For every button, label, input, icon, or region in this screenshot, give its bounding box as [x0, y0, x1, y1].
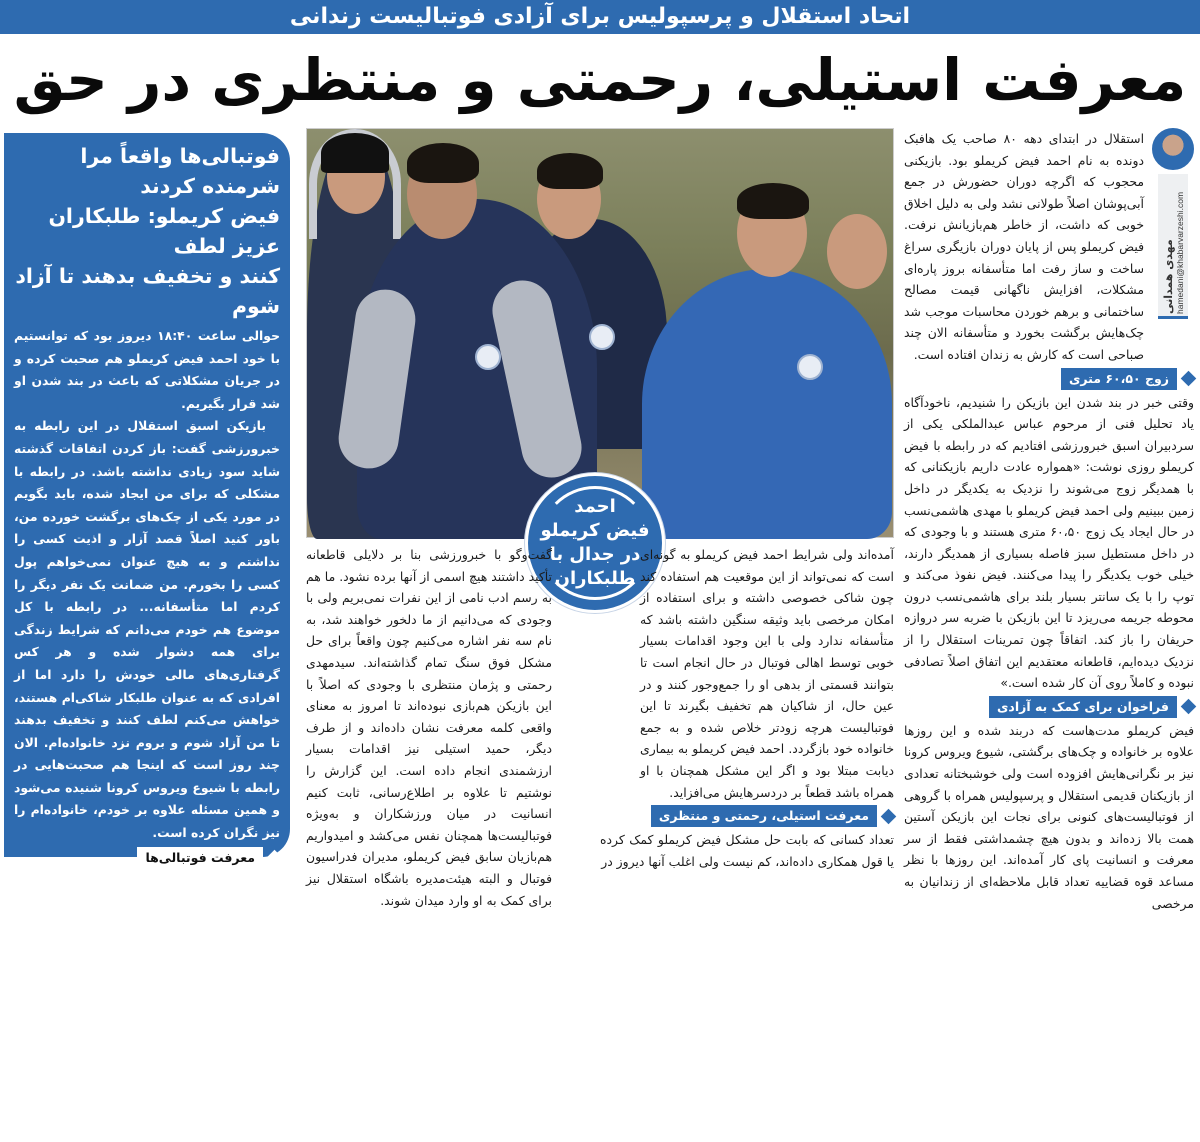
player-hair [537, 153, 603, 189]
subhead-label: معرفت استیلی، رحمتی و منتظری [651, 805, 877, 827]
article-column-1 [904, 128, 1194, 914]
subhead-label: معرفت فوتبالی‌ها [137, 847, 263, 869]
interview-title-line: فوتبالی‌ها واقعاً مرا شرمنده کردند [80, 144, 280, 198]
badge-line: فیض کریملو [540, 520, 650, 541]
interview-title-line: فیض کریملو: طلبکاران عزیز لطف [48, 204, 280, 258]
interview-box [4, 133, 290, 1138]
club-logo-icon [475, 344, 501, 370]
kicker-headline: اتحاد استقلال و پرسپولیس برای آزادی فوتبالیست زندانی [0, 0, 1200, 34]
diamond-bullet-icon [1181, 699, 1197, 715]
club-logo-icon [797, 354, 823, 380]
diamond-bullet-icon [267, 850, 283, 866]
article-paragraph: فیض کریملو مدت‌هاست که دربند شده و این روزها علاوه بر خانواده و چک‌های برگشتی، شیوع ویروس کرونا نیز بر نگرانی‌هایش افزوده است ولی خوشبختانه تعدادی از بازیکنان قدیمی استقلال و پرسپولیس همراه با گروهی از فوتبالیست‌های کنونی برای نجات این بازیکن آستین همت بالا زده‌اند و بدون هیچ چشمداشتی فقط از سر معرفت و انسانیت پای کار آمده‌اند. این روزها با نظر مساعد قوه قضاییه تعداد قابل ملاحظه‌ای از زندانیان به مرخصی [904, 722, 1194, 911]
badge-line: طلبکاران [554, 568, 636, 589]
article-column-3 [306, 544, 592, 911]
interview-title [14, 141, 280, 321]
interview-title-line: کنند و تخفیف بدهند تا آزاد شوم [15, 264, 280, 318]
diamond-bullet-icon [1181, 371, 1197, 387]
diamond-bullet-icon [881, 808, 897, 824]
article-paragraph: آمده‌اند ولی شرایط احمد فیض کریملو به گونه‌ای است که نمی‌تواند از این موقعیت هم استفاده کند چون شاکی خصوصی داشته و برای استفاده از امکان مرخصی باید وثیقه سنگین داشته باشد که متأسفانه ندارد ولی با این وجود اقدامات بسیار خوبی توسط اهالی فوتبال در حال انجام است تا بتوانند قسمتی از بدهی او را جمع‌وجور کنند و در عین حال، از شاکیان هم تخفیف بگیرند تا این فوتبالیست هرچه زودتر خلاص شده و به جمع خانواده خود بازگردد. احمد فیض کریملو به بیماری دیابت مبتلا بود و اگر این مشکل همچنان با او همراه باشد قطعاً بر دردسرهایش می‌افزاید. [640, 547, 894, 800]
subhead-label: فراخوان برای کمک به آزادی [989, 696, 1177, 718]
article-paragraph: وقتی خبر در بند شدن این بازیکن را شنیدیم، ناخودآگاه یاد تحلیل فنی از مرحوم عباس عبدالملکی یکی از سردبیران اسبق خبرورزشی افتادیم که در رابطه با فیض کریملو روزی نوشت: «همواره عادت داریم بازیکنانی که با همدیگر زوج می‌شوند را نزدیک به یکدیگر در داخل زمین ببینیم ولی احمد فیض کریملو با مهدی هاشمی‌نسب در حال ایجاد یک زوج ۶۰،۵۰ متری هستند و با وجودی که در داخل مستطیل سبز فاصله بسیاری از همدیگر دارند، خیلی خوب یکدیگر را پیدا می‌کنند. فیض نفوذ می‌کند و توپ را با یک سانتر بسیار بلند برای هاشمی‌نسب درون محوطه جریمه می‌ریزد تا این بازیکن با ضربه سر دروازه حریفان را باز کند. اتفاقاً چون تمرینات استقلال را از نزدیک دیده‌ایم، قاطعانه معتقدیم این اتفاق اصلاً تصادفی نبوده و کاملاً روی آن کار شده است.» [904, 394, 1194, 691]
player-head [827, 214, 887, 289]
badge-line: در جدال با [549, 544, 641, 565]
author-email: hamedani@khabarvarzeshi.com [1175, 191, 1185, 314]
badge-line: احمد [574, 496, 616, 517]
beanie-cap [321, 133, 389, 173]
article-column-2 [600, 544, 894, 872]
interview-paragraph: بازیکن اسبق استقلال در این رابطه به خبرورزشی گفت: باز کردن اتفاقات گذشته شاید سود زیادی نداشته باشد. در رابطه با مشکلی که برای من ایجاد شده، باید بگویم در مورد یکی از چک‌های برگشت خورده من، باور کنید اصلاً قصد آزار و اذیت کسی را نداشتم و به هیچ عنوان نمی‌خواهم پول کسی را بخورم. من ضمانت یک نفر دیگر را کردم اما متأسفانه... در رابطه با کل موضوع هم خودم می‌دانم که شرایط زندگی برای همه دشوار شده و هر کس گرفتاری‌های مالی خودش را دارد اما از افرادی که به عنوان طلبکار شاکی‌ام هستند، خواهش می‌کنم لطف کنند و تخفیف بدهند تا من آزاد شوم و بروم نزد خانواده‌ام. الان چند روز است که اینجا هم صحبت‌هایی در رابطه با شیوع ویروس کرونا شنیده می‌شود و همین مسئله علاوه بر خودم، خانواده‌ام را نیز نگران کرده است. [14, 418, 280, 841]
subhead-call [989, 696, 1194, 718]
main-headline: معرفت استیلی، رحمتی و منتظری در حق [13, 46, 1187, 114]
author-name: مهدی همدانی [1162, 239, 1175, 314]
article-paragraph: گفت‌وگو با خبرورزشی بنا بر دلایلی قاطعانه تأکید داشتند هیچ اسمی از آنها برده نشود. ما هم به رسم ادب نامی از این نفرات نمی‌بریم ولی با وجودی که می‌دانیم از ما دلخور خواهند شد، به نام سه نفر اشاره می‌کنیم چون واقعاً برای حل مشکل فوق سنگ تمام گذاشته‌اند. سیدمهدی رحمتی و پژمان منتظری با وجودی که اصلاً با این بازیکن هم‌بازی نبوده‌اند تا امروز به معنای واقعی کلمه معرفت نشان داده‌اند و از طرف دیگر، حمید استیلی نیز اقدامات بسیار ارزشمندی انجام داده است. این گزارش را نوشتیم تا علاوه بر اطلاع‌رسانی، ثابت کنیم انسانیت در میان ورزشکاران و به‌ویژه فوتبالیست‌ها همچنان نفس می‌کشد و امیدواریم هم‌بازیان سابق فیض کریملو، مدیران فدراسیون فوتبال و البته هیئت‌مدیره باشگاه استقلال نیز برای کمک به او وارد میدان شوند. [306, 547, 552, 908]
subhead-esteili [651, 805, 894, 827]
club-logo-icon [589, 324, 615, 350]
subhead-label: زوج ۶۰،۵۰ متری [1061, 368, 1177, 390]
player-hair [737, 183, 809, 219]
subhead-pair [1061, 368, 1194, 390]
interview-paragraph: فیض کریملو در رابطه با تکاپوی گروهی از اهالی فوتبال برای حل مشکل خودش نیز تصریح کرد: واقعاً دم همه آنها گرم. معرفت را در حق من تمام کردند. بازیکنانی برای کمک به من وارد میدان شده‌اند که در تمام دوران فوتبالم حتی یک بار هم جلو آنها بازی نکردم. واقعاً شرمنده‌ام کردند. چند نفر از اهالی هنر هم برای حل مسئله وارد شده‌اند که از آنها نیز تشکر می‌کنم همین‌طور از بچه‌های رسانه که پیگیر ماجرا شدند. ان‌شاءالله آزاد شوم و محبت همه این عزیزان را جبران کنم. [14, 873, 280, 1138]
subhead-footballers [137, 847, 280, 869]
player-figure [642, 269, 892, 539]
article-paragraph: تعداد کسانی که بابت حل مشکل فیض کریملو کمک کرده یا قول همکاری داده‌اند، کم نیست ولی اغلب آنها دیروز در [600, 832, 894, 869]
player-hair [407, 143, 479, 183]
article-intro: استقلال در ابتدای دهه ۸۰ صاحب یک هافبک دونده به نام احمد فیض کریملو بود. بازیکنی محجوب که اگرچه دوران حضورش در جمع آبی‌پوشان اصلاً طولانی نشد ولی به دلیل اخلاق خوبی که داشت، از خاطر هم‌بازیانش نرفت. فیض کریملو پس از پایان دوران بازیگری سراغ ساخت و ساز رفت اما متأسفانه بروز پاره‌ای مشکلات، افزایش ناگهانی قیمت مصالح ساختمانی و برهم خوردن محاسبات موجب شد چک‌هایش برگشت بخورد و متأسفانه الان چند صباحی است که کارش به زندان افتاده است. [904, 131, 1145, 362]
interview-paragraph: حوالی ساعت ۱۸:۴۰ دیروز بود که توانستیم با خود احمد فیض کریملو هم صحبت کرده و در جریان مشکلاتی که باعث در بند شدن او شد قرار بگیریم. [14, 328, 280, 411]
